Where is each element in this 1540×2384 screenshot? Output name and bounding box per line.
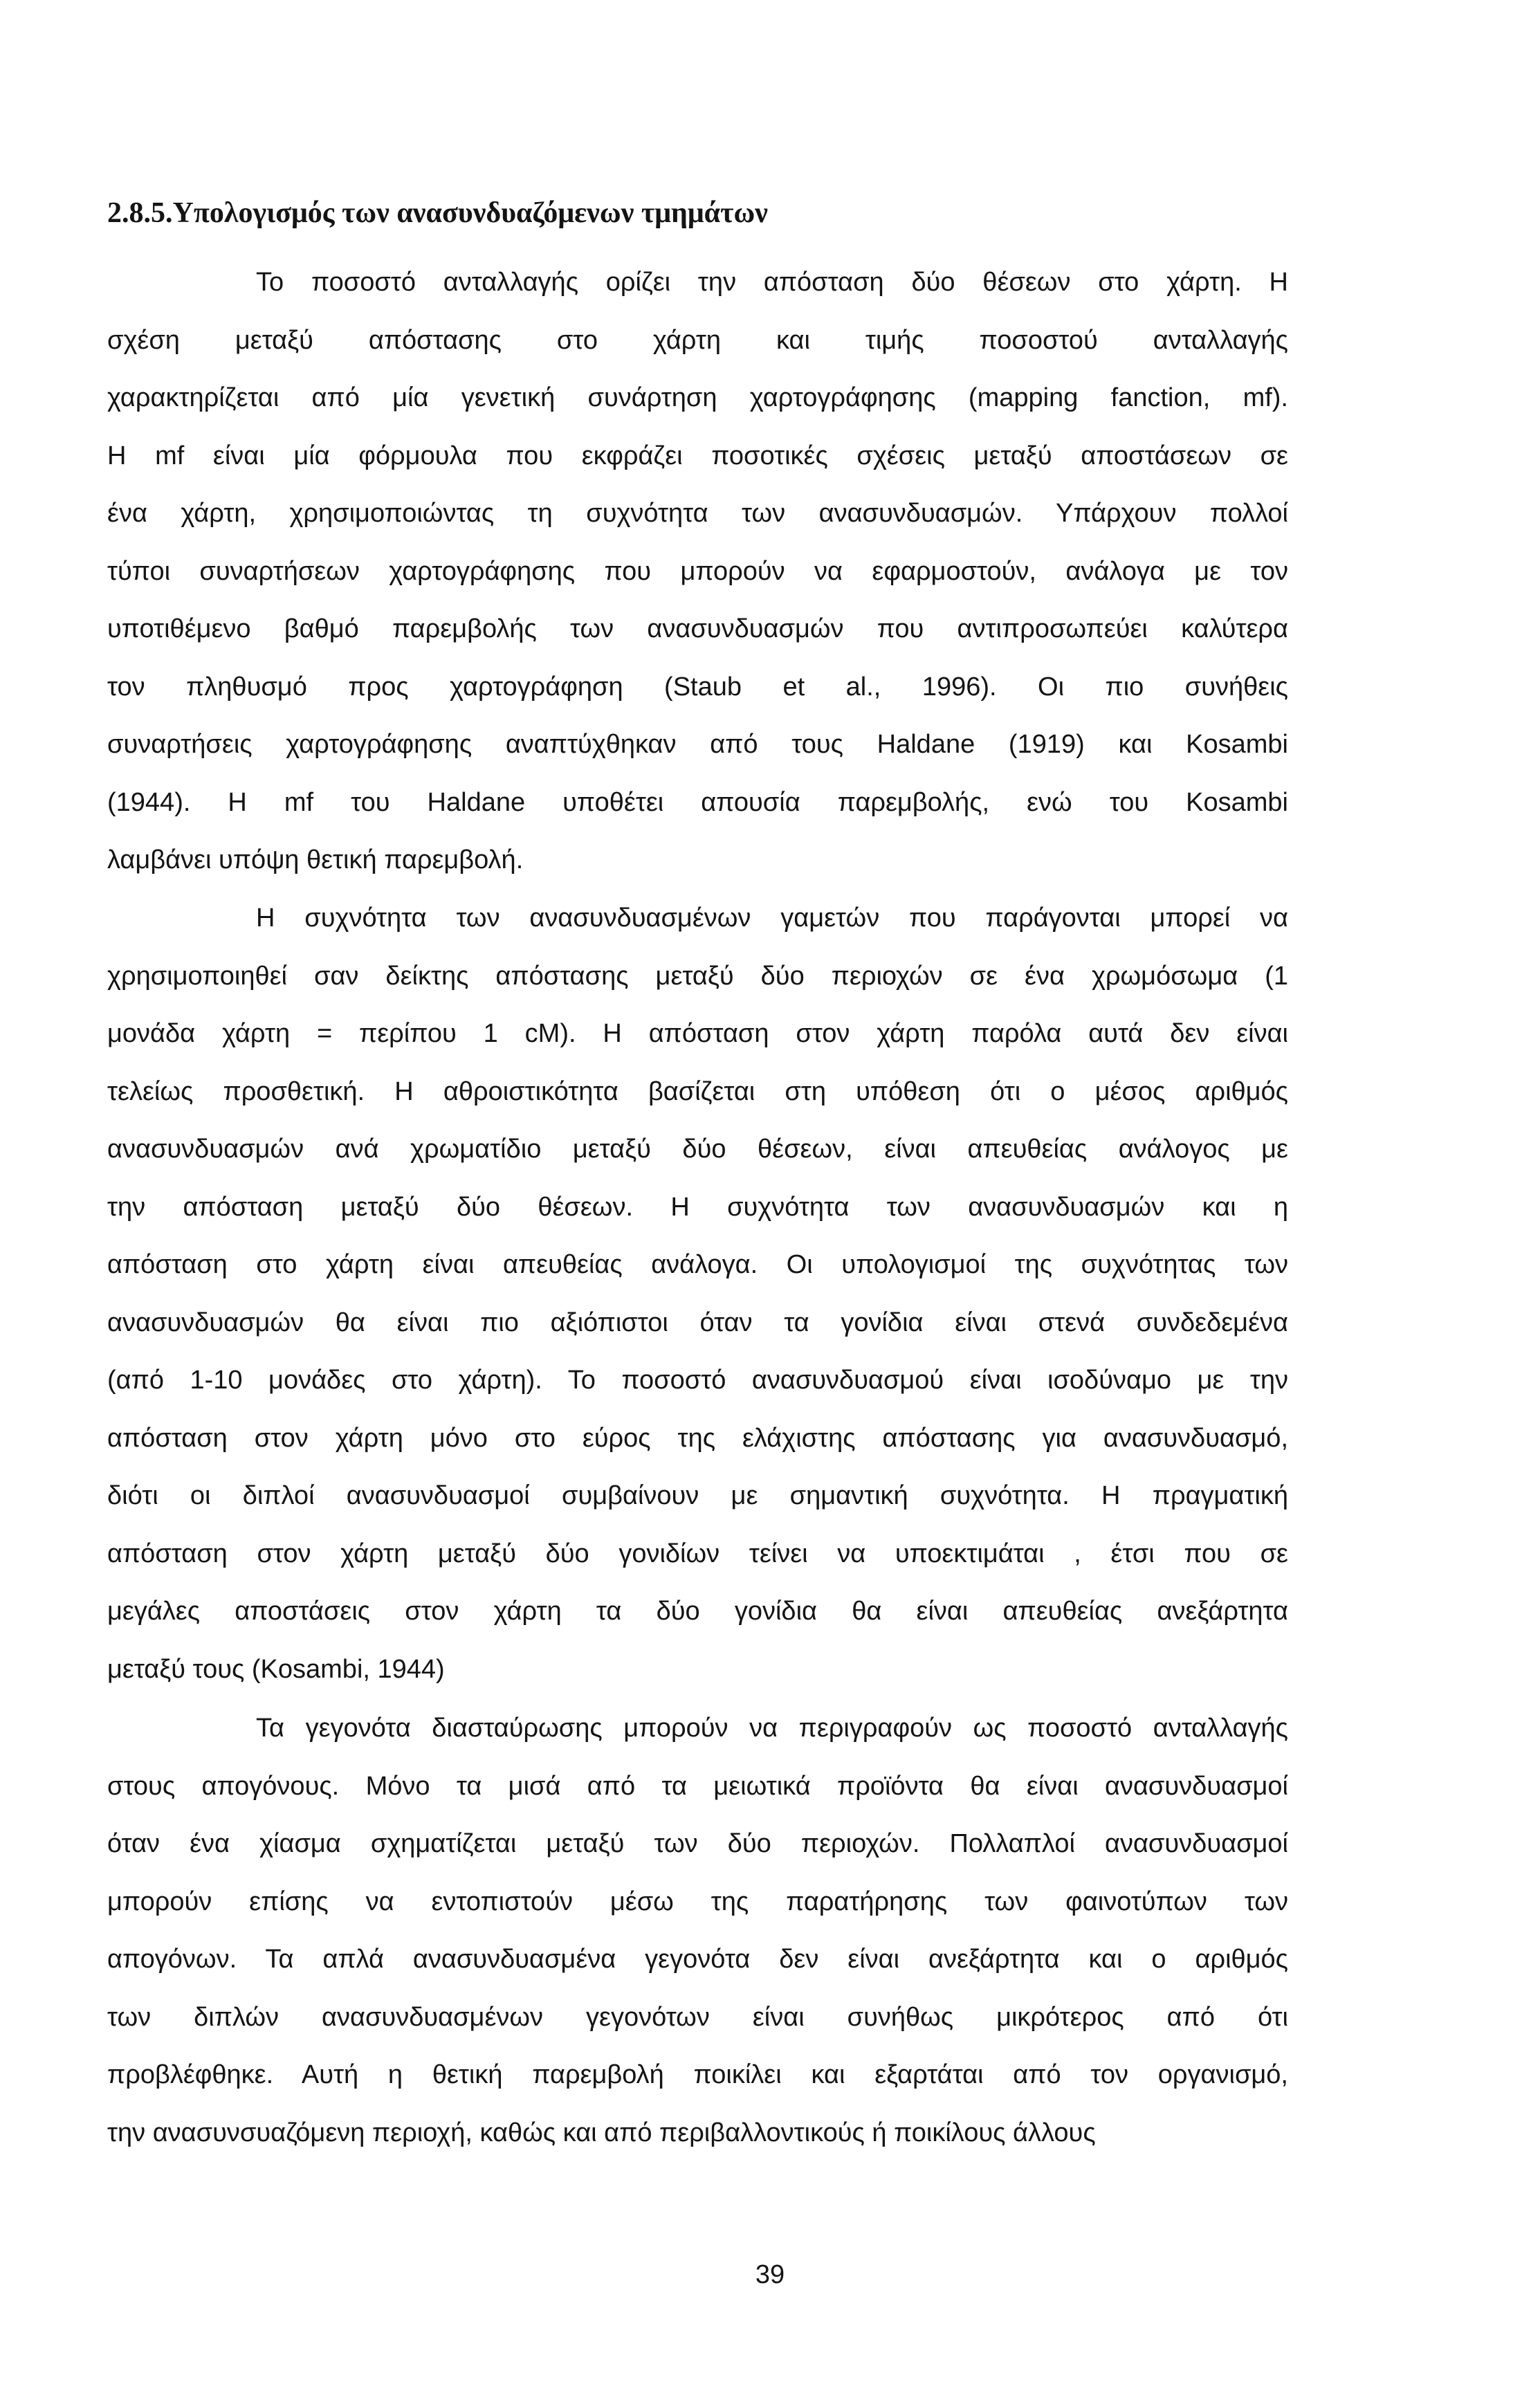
text-line: Τα γεγονότα διασταύρωσης μπορούν να περιγραφούν ως ποσοστό ανταλλαγής: [256, 1714, 1288, 1743]
text-line: λαμβάνει υπόψη θετική παρεμβολή.: [107, 845, 524, 874]
text-line: Το ποσοστό ανταλλαγής ορίζει την απόσταση δύο θέσεων στο χάρτη. Η: [256, 268, 1288, 297]
text-line: την απόσταση μεταξύ δύο θέσεων. Η συχνότητα των ανασυνδυασμών και η: [107, 1192, 1288, 1222]
text-line: τύποι συναρτήσεων χαρτογράφησης που μπορούν να εφαρμοστούν, ανάλογα με τον: [107, 556, 1288, 586]
text-line: τον πληθυσμό προς χαρτογράφηση (Staub et al., 1996). Οι πιο συνήθεις: [107, 672, 1288, 702]
paragraph-1: [107, 254, 1288, 890]
text-line: απόσταση στον χάρτη μόνο στο εύρος της ελάχιστης απόστασης για ανασυνδυασμό,: [107, 1423, 1288, 1453]
text-line: διότι οι διπλοί ανασυνδυασμοί συμβαίνουν με σημαντική συχνότητα. Η πραγματική: [107, 1481, 1288, 1510]
text-line: μπορούν επίσης να εντοπιστούν μέσω της παρατήρησης των φαινοτύπων των: [107, 1887, 1288, 1916]
text-line: ένα χάρτη, χρησιμοποιώντας τη συχνότητα των ανασυνδυασμών. Υπάρχουν πολλοί: [107, 499, 1288, 528]
text-line: την ανασυνσυαζόμενη περιοχή, καθώς και από περιβαλλοντικούς ή ποικίλους άλλους: [107, 2118, 1096, 2147]
text-line: (από 1-10 μονάδες στο χάρτη). Το ποσοστό ανασυνδυασμού είναι ισοδύναμο με την: [107, 1366, 1288, 1395]
text-line: (1944). Η mf του Haldane υποθέτει απουσία παρεμβολής, ενώ του Kosambi: [107, 787, 1288, 817]
paragraph-2: [107, 890, 1288, 1698]
text-line: μονάδα χάρτη = περίπου 1 cM). Η απόσταση στον χάρτη παρόλα αυτά δεν είναι: [107, 1019, 1288, 1048]
page-number: 39: [755, 2260, 785, 2289]
text-line: χαρακτηρίζεται από μία γενετική συνάρτηση χαρτογράφησης (mapping fanction, mf).: [107, 383, 1288, 412]
text-line: συναρτήσεις χαρτογράφησης αναπτύχθηκαν από τους Haldane (1919) και Kosambi: [107, 730, 1288, 759]
text-line: ανασυνδυασμών ανά χρωματίδιο μεταξύ δύο θέσεων, είναι απευθείας ανάλογος με: [107, 1135, 1288, 1164]
text-line: στους απογόνους. Μόνο τα μισά από τα μειωτικά προϊόντα θα είναι ανασυνδυασμοί: [107, 1771, 1288, 1801]
text-line: όταν ένα χίασμα σχηματίζεται μεταξύ των δύο περιοχών. Πολλαπλοί ανασυνδυασμοί: [107, 1829, 1288, 1858]
text-line: υποτιθέμενο βαθμό παρεμβολής των ανασυνδυασμών που αντιπροσωπεύει καλύτερα: [107, 614, 1288, 643]
text-line: προβλέφθηκε. Αυτή η θετική παρεμβολή ποικίλει και εξαρτάται από τον οργανισμό,: [107, 2060, 1288, 2089]
text-line: απόσταση στον χάρτη μεταξύ δύο γονιδίων τείνει να υποεκτιμάται , έτσι που σε: [107, 1539, 1288, 1568]
paragraph-3: [107, 1700, 1288, 2162]
text-line: απογόνων. Τα απλά ανασυνδυασμένα γεγονότα δεν είναι ανεξάρτητα και ο αριθμός: [107, 1945, 1288, 1974]
text-line: των διπλών ανασυνδυασμένων γεγονότων είναι συνήθως μικρότερος από ότι: [107, 2002, 1288, 2032]
text-line: μεγάλες αποστάσεις στον χάρτη τα δύο γονίδια θα είναι απευθείας ανεξάρτητα: [107, 1597, 1288, 1626]
text-line: τελείως προσθετική. Η αθροιστικότητα βασίζεται στη υπόθεση ότι ο μέσος αριθμός: [107, 1076, 1288, 1106]
text-line: σχέση μεταξύ απόστασης στο χάρτη και τιμής ποσοστού ανταλλαγής: [107, 325, 1288, 355]
text-line: μεταξύ τους (Kosambi, 1944): [107, 1654, 445, 1684]
text-line: ανασυνδυασμών θα είναι πιο αξιόπιστοι όταν τα γονίδια είναι στενά συνδεδεμένα: [107, 1308, 1288, 1337]
text-line: Η mf είναι μία φόρμουλα που εκφράζει ποσοτικές σχέσεις μεταξύ αποστάσεων σε: [107, 441, 1288, 470]
section-heading: 2.8.5.Υπολογισμός των ανασυνδυαζόμενων τμημάτων: [107, 197, 768, 229]
text-line: χρησιμοποιηθεί σαν δείκτης απόστασης μεταξύ δύο περιοχών σε ένα χρωμόσωμα (1: [107, 961, 1288, 991]
text-line: απόσταση στο χάρτη είναι απευθείας ανάλογα. Οι υπολογισμοί της συχνότητας των: [107, 1250, 1288, 1279]
text-line: Η συχνότητα των ανασυνδυασμένων γαμετών που παράγονται μπορεί να: [256, 904, 1288, 933]
